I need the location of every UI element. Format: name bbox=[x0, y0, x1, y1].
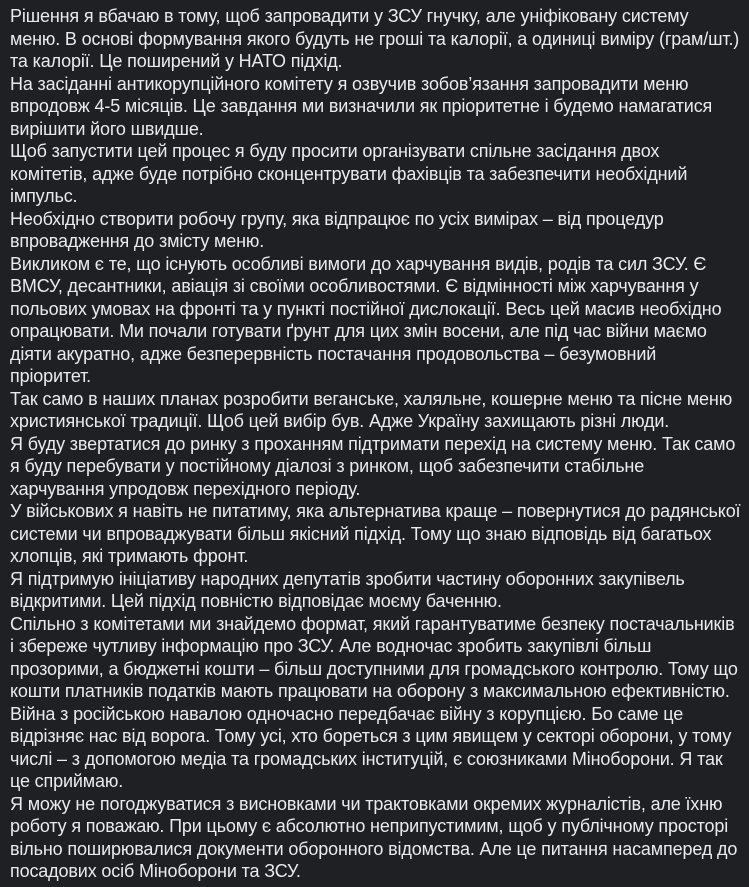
post-paragraph: Рішення я вбачаю в тому, щоб запровадити у ЗСУ гнучку, але уніфіковану систему меню. В основі формування якого будуть не гроші та калорії, а одиниці виміру (грам/шт.) та калорії. Це поширений у НАТО підхід. bbox=[10, 6, 740, 71]
post-paragraph: Необхідно створити робочу групу, яка відпрацює по усіх вимірах – від процедур впровадження до змісту меню. bbox=[10, 208, 664, 251]
post-paragraph: Я можу не погоджуватися з висновками чи трактовками окремих журналістів, але їхню роботу я поважаю. При цьому є абсолютно неприпустимим, щоб у публічному просторі вільно поширювалися документи оборонного відомства. Але це питання насамперед до посадових осіб Міноборони та ЗСУ. bbox=[10, 793, 738, 881]
post-paragraph: Так само в наших планах розробити веганське, халяльне, кошерне меню та пісне меню християнської традиції. Щоб цей вибір був. Адже Україну захищають різні люди. bbox=[10, 388, 733, 431]
post-paragraph: Я буду звертатися до ринку з проханням підтримати перехід на систему меню. Так само я буду перебувати у постійному діалозі з ринком, щоб забезпечити стабільне харчування упродовж перехідного періоду. bbox=[10, 433, 736, 499]
post-paragraph: Щоб запустити цей процес я буду просити організувати спільне засідання двох комітетів, адже буде потрібно сконцентрувати фахівців та забезпечити необхідний імпульс. bbox=[10, 141, 688, 206]
post-paragraph: На засіданні антикорупційного комітету я озвучив зобов’язання запровадити меню впродовж 4-5 місяців. Це завдання ми визначили як пріоритетне і будемо намагатися вирішити його швидше. bbox=[10, 73, 713, 139]
post-paragraph: Спільно з комітетами ми знайдемо формат, який гарантуватиме безпеку постачальників і збереже чутливу інформацію про ЗСУ. Але водночас зробить закупівлі більш прозорими, а бюджетні кошти – більш доступними для громадського контролю. Тому що кошти платників податків мають працювати на оборону з максимальною ефективністю. bbox=[10, 613, 738, 701]
post-paragraph: У військових я навіть не питатиму, яка альтернатива краще – повернутися до радянської системи чи впроваджувати більш якісний підхід. Тому що знаю відповідь від багатьох хлопців, які тримають фронт. bbox=[10, 501, 741, 566]
post-paragraph: Викликом є те, що існують особливі вимоги до харчування видів, родів та сил ЗСУ. Є ВМСУ, десантники, авіація зі своїми особливостями. Є відмінності між харчування у польових умовах на фронті та у пункті постійної дислокації. Весь цей масив необхідно опрацювати. Ми почали готувати ґрунт для цих змін восени, але під час війни маємо діяти акуратно, адже безперервність постачання продовольства – безумовний пріоритет. bbox=[10, 253, 722, 386]
post-paragraph: Я підтримую ініціативу народних депутатів зробити частину оборонних закупівель відкритими. Цей підхід повністю відповідає моєму баченню. bbox=[10, 568, 685, 611]
post-paragraph: Війна з російською навалою одночасно передбачає війну з корупцією. Бо саме це відрізняє нас від ворога. Тому усі, хто бореться з цим явищем у секторі оборони, у тому числі – з допомогою медіа та громадських інституцій, є союзниками Міноборони. Я так це сприймаю. bbox=[10, 703, 732, 791]
